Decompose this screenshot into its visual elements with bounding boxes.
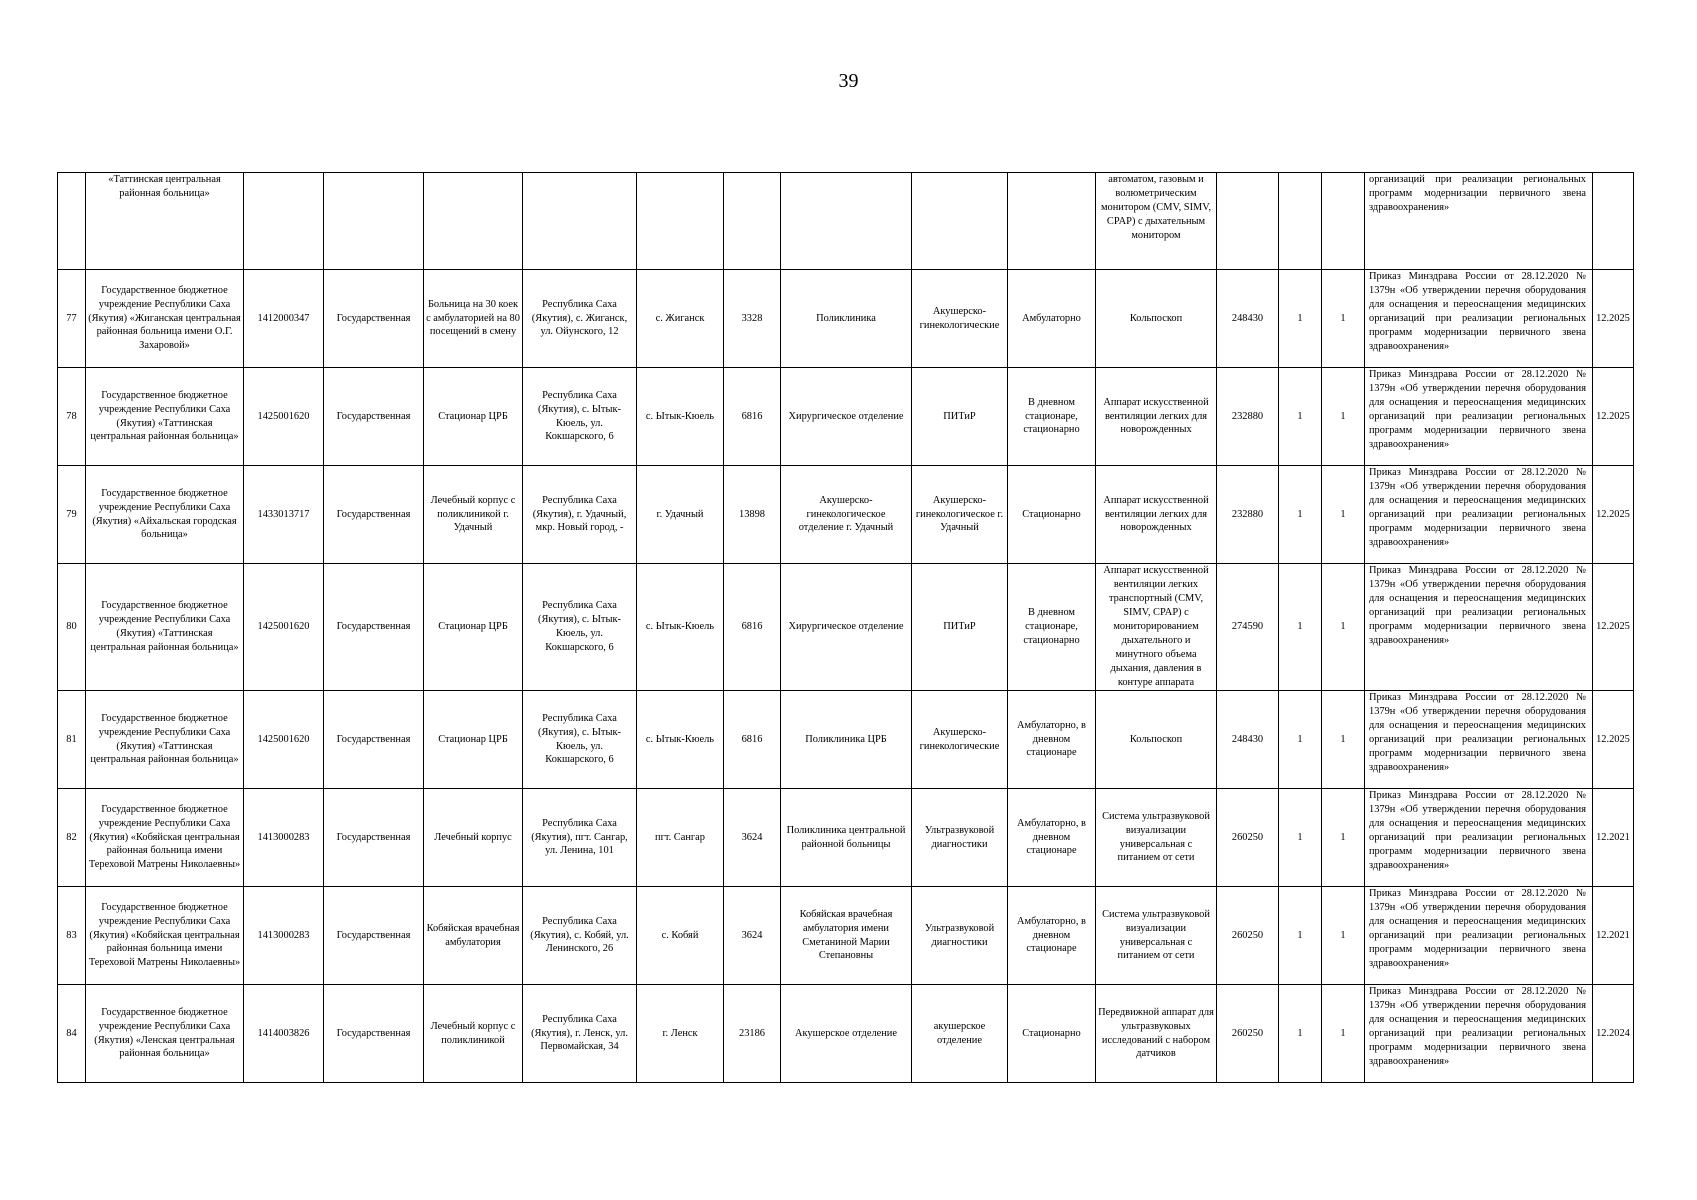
- inn: 1412000347: [244, 270, 324, 368]
- row-number: 79: [58, 466, 86, 564]
- care-form: Амбулаторно: [1008, 270, 1096, 368]
- address: Республика Саха (Якутия), с. Ытык-Кюель, ул. Кокшарского, 6: [523, 564, 637, 691]
- delivery-date: 12.2021: [1593, 789, 1634, 887]
- profile: ПИТиР: [912, 368, 1008, 466]
- locality: с. Ытык-Кюель: [637, 691, 724, 789]
- inn: 1425001620: [244, 564, 324, 691]
- organization-name: Государственное бюджетное учреждение Республики Саха (Якутия) «Таттинская центральная районная больница»: [86, 368, 244, 466]
- organization-name: Государственное бюджетное учреждение Республики Саха (Якутия) «Таттинская центральная районная больница»: [86, 564, 244, 691]
- profile: Ультразвуковой диагностики: [912, 789, 1008, 887]
- legal-basis: Приказ Минздрава России от 28.12.2020 № 1379н «Об утверждении перечня оборудования для оснащения и переоснащения медицинских организаций при реализации региональных программ модернизации первичного звена здравоохранения»: [1365, 466, 1593, 564]
- inn: 1413000283: [244, 789, 324, 887]
- equipment-code: 274590: [1217, 564, 1279, 691]
- organization-name: Государственное бюджетное учреждение Республики Саха (Якутия) «Кобяйская центральная районная больница имени Тереховой Матрены Николаевны»: [86, 887, 244, 985]
- address: Республика Саха (Якутия), с. Жиганск, ул. Ойунского, 12: [523, 270, 637, 368]
- row-number: 82: [58, 789, 86, 887]
- department: Акушерско-гинекологическое отделение г. Удачный: [781, 466, 912, 564]
- ownership-form: Государственная: [324, 789, 424, 887]
- profile: Ультразвуковой диагностики: [912, 887, 1008, 985]
- profile: ПИТиР: [912, 564, 1008, 691]
- equipment-registry-table: [57, 172, 1634, 1083]
- department: Поликлиника ЦРБ: [781, 691, 912, 789]
- table-row: [58, 466, 1634, 564]
- legal-basis: Приказ Минздрава России от 28.12.2020 № 1379н «Об утверждении перечня оборудования для оснащения и переоснащения медицинских организаций при реализации региональных программ модернизации первичного звена здравоохранения»: [1365, 564, 1593, 691]
- quantity-b: [1322, 173, 1365, 270]
- quantity-b: 1: [1322, 368, 1365, 466]
- locality: [637, 173, 724, 270]
- department: Поликлиника центральной районной больницы: [781, 789, 912, 887]
- organization-name: Государственное бюджетное учреждение Республики Саха (Якутия) «Кобяйская центральная районная больница имени Тереховой Матрены Николаевны»: [86, 789, 244, 887]
- legal-basis: Приказ Минздрава России от 28.12.2020 № 1379н «Об утверждении перечня оборудования для оснащения и переоснащения медицинских организаций при реализации региональных программ модернизации первичного звена здравоохранения»: [1365, 789, 1593, 887]
- locality: г. Удачный: [637, 466, 724, 564]
- delivery-date: 12.2025: [1593, 691, 1634, 789]
- quantity-a: 1: [1279, 466, 1322, 564]
- table-row: [58, 270, 1634, 368]
- quantity-b: 1: [1322, 985, 1365, 1083]
- ownership-form: Государственная: [324, 887, 424, 985]
- quantity-a: 1: [1279, 270, 1322, 368]
- quantity-a: 1: [1279, 887, 1322, 985]
- table-row: [58, 564, 1634, 691]
- equipment-code: 248430: [1217, 691, 1279, 789]
- legal-basis: Приказ Минздрава России от 28.12.2020 № 1379н «Об утверждении перечня оборудования для оснащения и переоснащения медицинских организаций при реализации региональных программ модернизации первичного звена здравоохранения»: [1365, 985, 1593, 1083]
- ownership-form: Государственная: [324, 270, 424, 368]
- profile: Акушерско-гинекологические: [912, 270, 1008, 368]
- organization-name: Государственное бюджетное учреждение Республики Саха (Якутия) «Таттинская центральная районная больница»: [86, 691, 244, 789]
- row-number: 83: [58, 887, 86, 985]
- address: Республика Саха (Якутия), пгт. Сангар, ул. Ленина, 101: [523, 789, 637, 887]
- care-form: Стационарно: [1008, 466, 1096, 564]
- delivery-date: 12.2021: [1593, 887, 1634, 985]
- equipment-code: 232880: [1217, 466, 1279, 564]
- object-name: Стационар ЦРБ: [424, 691, 523, 789]
- equipment-code: 260250: [1217, 887, 1279, 985]
- inn: 1425001620: [244, 691, 324, 789]
- address: [523, 173, 637, 270]
- population: [724, 173, 781, 270]
- quantity-a: 1: [1279, 985, 1322, 1083]
- locality: с. Жиганск: [637, 270, 724, 368]
- object-name: Больница на 30 коек с амбулаторией на 80 посещений в смену: [424, 270, 523, 368]
- equipment-code: 248430: [1217, 270, 1279, 368]
- population: 6816: [724, 691, 781, 789]
- quantity-b: 1: [1322, 564, 1365, 691]
- equipment-name: Система ультразвуковой визуализации универсальная с питанием от сети: [1096, 789, 1217, 887]
- population: 23186: [724, 985, 781, 1083]
- profile: Акушерско-гинекологическое г. Удачный: [912, 466, 1008, 564]
- organization-name: Государственное бюджетное учреждение Республики Саха (Якутия) «Ленская центральная районная больница»: [86, 985, 244, 1083]
- legal-basis: Приказ Минздрава России от 28.12.2020 № 1379н «Об утверждении перечня оборудования для оснащения и переоснащения медицинских организаций при реализации региональных программ модернизации первичного звена здравоохранения»: [1365, 691, 1593, 789]
- organization-name: Государственное бюджетное учреждение Республики Саха (Якутия) «Жиганская центральная районная больница имени О.Г. Захаровой»: [86, 270, 244, 368]
- address: Республика Саха (Якутия), с. Ытык-Кюель, ул. Кокшарского, 6: [523, 691, 637, 789]
- ownership-form: [324, 173, 424, 270]
- equipment-code: 260250: [1217, 789, 1279, 887]
- locality: с. Ытык-Кюель: [637, 368, 724, 466]
- delivery-date: [1593, 173, 1634, 270]
- ownership-form: Государственная: [324, 691, 424, 789]
- department: [781, 173, 912, 270]
- quantity-b: 1: [1322, 887, 1365, 985]
- equipment-name: Кольпоскоп: [1096, 270, 1217, 368]
- legal-basis: Приказ Минздрава России от 28.12.2020 № 1379н «Об утверждении перечня оборудования для оснащения и переоснащения медицинских организаций при реализации региональных программ модернизации первичного звена здравоохранения»: [1365, 368, 1593, 466]
- department: Поликлиника: [781, 270, 912, 368]
- care-form: Амбулаторно, в дневном стационаре: [1008, 789, 1096, 887]
- locality: пгт. Сангар: [637, 789, 724, 887]
- delivery-date: 12.2025: [1593, 564, 1634, 691]
- table-row: [58, 985, 1634, 1083]
- ownership-form: Государственная: [324, 368, 424, 466]
- equipment-code: 232880: [1217, 368, 1279, 466]
- locality: с. Кобяй: [637, 887, 724, 985]
- locality: с. Ытык-Кюель: [637, 564, 724, 691]
- organization-name: «Таттинская центральная районная больница»: [86, 173, 244, 270]
- legal-basis: организаций при реализации региональных программ модернизации первичного звена здравоохранения»: [1365, 173, 1593, 270]
- profile: [912, 173, 1008, 270]
- equipment-name: Система ультразвуковой визуализации универсальная с питанием от сети: [1096, 887, 1217, 985]
- table-row: [58, 887, 1634, 985]
- table-row: [58, 368, 1634, 466]
- care-form: В дневном стационаре, стационарно: [1008, 564, 1096, 691]
- equipment-name: Передвижной аппарат для ультразвуковых исследований с набором датчиков: [1096, 985, 1217, 1083]
- address: Республика Саха (Якутия), с. Ытык-Кюель, ул. Кокшарского, 6: [523, 368, 637, 466]
- equipment-code: 260250: [1217, 985, 1279, 1083]
- object-name: Лечебный корпус с поликлиникой: [424, 985, 523, 1083]
- inn: 1414003826: [244, 985, 324, 1083]
- care-form: Амбулаторно, в дневном стационаре: [1008, 691, 1096, 789]
- quantity-a: [1279, 173, 1322, 270]
- legal-basis: Приказ Минздрава России от 28.12.2020 № 1379н «Об утверждении перечня оборудования для оснащения и переоснащения медицинских организаций при реализации региональных программ модернизации первичного звена здравоохранения»: [1365, 270, 1593, 368]
- department: Хирургическое отделение: [781, 564, 912, 691]
- population: 6816: [724, 564, 781, 691]
- row-number: [58, 173, 86, 270]
- care-form: Амбулаторно, в дневном стационаре: [1008, 887, 1096, 985]
- department: Акушерское отделение: [781, 985, 912, 1083]
- row-number: 77: [58, 270, 86, 368]
- ownership-form: Государственная: [324, 564, 424, 691]
- delivery-date: 12.2024: [1593, 985, 1634, 1083]
- quantity-b: 1: [1322, 691, 1365, 789]
- inn: [244, 173, 324, 270]
- quantity-b: 1: [1322, 466, 1365, 564]
- equipment-name: Аппарат искусственной вентиляции легких для новорожденных: [1096, 368, 1217, 466]
- page-number: 39: [838, 70, 859, 92]
- population: 3624: [724, 789, 781, 887]
- profile: акушерское отделение: [912, 985, 1008, 1083]
- object-name: Лечебный корпус с поликлиникой г. Удачный: [424, 466, 523, 564]
- quantity-a: 1: [1279, 564, 1322, 691]
- object-name: Стационар ЦРБ: [424, 368, 523, 466]
- inn: 1413000283: [244, 887, 324, 985]
- population: 6816: [724, 368, 781, 466]
- population: 3328: [724, 270, 781, 368]
- quantity-b: 1: [1322, 789, 1365, 887]
- locality: г. Ленск: [637, 985, 724, 1083]
- equipment-name: Аппарат искусственной вентиляции легких для новорожденных: [1096, 466, 1217, 564]
- inn: 1425001620: [244, 368, 324, 466]
- delivery-date: 12.2025: [1593, 368, 1634, 466]
- delivery-date: 12.2025: [1593, 270, 1634, 368]
- address: Республика Саха (Якутия), г. Ленск, ул. Первомайская, 34: [523, 985, 637, 1083]
- object-name: Кобяйская врачебная амбулатория: [424, 887, 523, 985]
- table-row: [58, 691, 1634, 789]
- equipment-name: автоматом, газовым и волюметрическим монитором (CMV, SIMV, CPAP) с дыхательным монитором: [1096, 173, 1217, 270]
- ownership-form: Государственная: [324, 466, 424, 564]
- care-form: В дневном стационаре, стационарно: [1008, 368, 1096, 466]
- object-name: Лечебный корпус: [424, 789, 523, 887]
- department: Хирургическое отделение: [781, 368, 912, 466]
- table-row: [58, 173, 1634, 270]
- care-form: Стационарно: [1008, 985, 1096, 1083]
- address: Республика Саха (Якутия), с. Кобяй, ул. Ленинского, 26: [523, 887, 637, 985]
- population: 13898: [724, 466, 781, 564]
- quantity-a: 1: [1279, 691, 1322, 789]
- address: Республика Саха (Якутия), г. Удачный, мкр. Новый город, -: [523, 466, 637, 564]
- quantity-a: 1: [1279, 789, 1322, 887]
- object-name: Стационар ЦРБ: [424, 564, 523, 691]
- table-row: [58, 789, 1634, 887]
- equipment-code: [1217, 173, 1279, 270]
- ownership-form: Государственная: [324, 985, 424, 1083]
- row-number: 80: [58, 564, 86, 691]
- object-name: [424, 173, 523, 270]
- row-number: 81: [58, 691, 86, 789]
- equipment-name: Кольпоскоп: [1096, 691, 1217, 789]
- legal-basis: Приказ Минздрава России от 28.12.2020 № 1379н «Об утверждении перечня оборудования для оснащения и переоснащения медицинских организаций при реализации региональных программ модернизации первичного звена здравоохранения»: [1365, 887, 1593, 985]
- quantity-b: 1: [1322, 270, 1365, 368]
- quantity-a: 1: [1279, 368, 1322, 466]
- organization-name: Государственное бюджетное учреждение Республики Саха (Якутия) «Айхальская городская больница»: [86, 466, 244, 564]
- delivery-date: 12.2025: [1593, 466, 1634, 564]
- care-form: [1008, 173, 1096, 270]
- population: 3624: [724, 887, 781, 985]
- row-number: 84: [58, 985, 86, 1083]
- row-number: 78: [58, 368, 86, 466]
- profile: Акушерско-гинекологические: [912, 691, 1008, 789]
- department: Кобяйская врачебная амбулатория имени Сметаниной Марии Степановны: [781, 887, 912, 985]
- inn: 1433013717: [244, 466, 324, 564]
- equipment-name: Аппарат искусственной вентиляции легких транспортный (CMV, SIMV, CPAP) с мониторированием дыхательного и минутного объема дыхания, давления в контуре аппарата: [1096, 564, 1217, 691]
